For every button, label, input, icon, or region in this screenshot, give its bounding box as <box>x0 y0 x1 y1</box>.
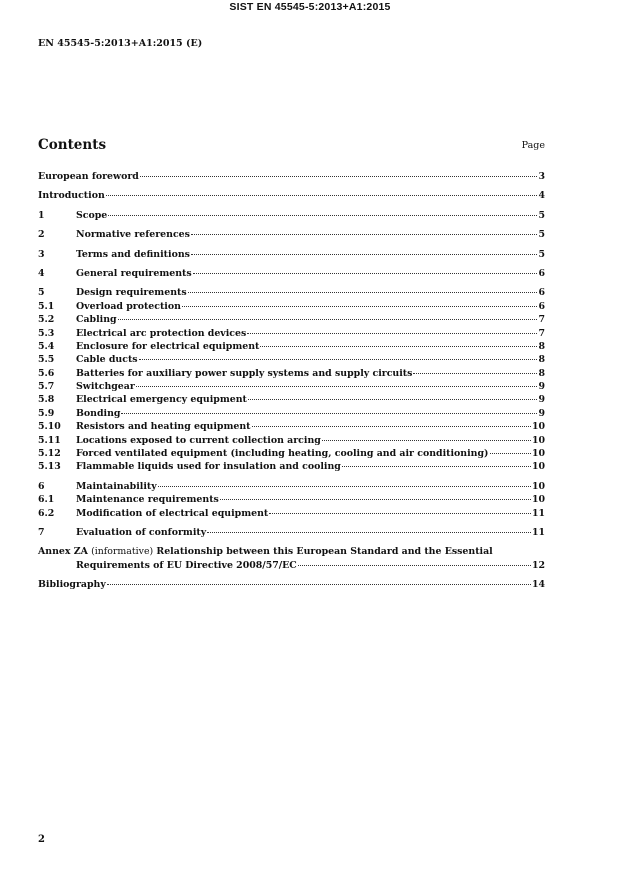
toc-entry-annex[interactable] <box>38 545 545 572</box>
toc-entry-page: 10 <box>531 434 545 446</box>
annex-page: 12 <box>531 559 545 571</box>
toc-entry-page: 10 <box>531 448 545 460</box>
toc-entry-title: Switchgear <box>76 381 135 393</box>
toc-entries <box>38 170 545 539</box>
toc-entry[interactable] <box>38 447 545 460</box>
toc-entry[interactable] <box>38 313 545 326</box>
toc-entry[interactable] <box>38 170 545 183</box>
toc-entry-page: 10 <box>531 421 545 433</box>
toc-entry-page: 6 <box>538 300 545 312</box>
toc-entry-number: 5.13 <box>38 461 61 473</box>
leader-dots <box>248 399 538 400</box>
leader-dots <box>191 234 538 235</box>
toc-entry[interactable] <box>38 267 545 280</box>
toc-entry-number: 5.9 <box>38 407 55 419</box>
toc-entry-page: 7 <box>538 314 545 326</box>
toc-entry[interactable] <box>38 420 545 433</box>
toc-entry-title: Electrical emergency equipment <box>76 394 247 406</box>
toc-entry-page: 10 <box>531 461 545 473</box>
watermark: SIST EN 45545-5:2013+A1:2015 <box>229 1 391 13</box>
toc-entry-title: Scope <box>76 209 108 221</box>
page-column-label: Page <box>521 140 545 151</box>
toc-entry-page: 9 <box>538 394 545 406</box>
leader-dots <box>342 466 531 467</box>
toc-entry-number: 5.2 <box>38 314 55 326</box>
leader-dots <box>106 195 538 196</box>
toc-entry-bibliography[interactable] <box>38 578 545 591</box>
toc-entry-title: Evaluation of conformity <box>76 526 207 538</box>
leader-dots <box>182 306 538 307</box>
toc-entry-number: 5.1 <box>38 300 55 312</box>
page-number: 2 <box>38 834 45 845</box>
toc-entry-title: Locations exposed to current collection arcing <box>76 434 321 446</box>
toc-entry[interactable] <box>38 248 545 261</box>
toc-entry-page: 6 <box>538 267 545 279</box>
toc-entry[interactable] <box>38 327 545 340</box>
toc-entry-page: 9 <box>538 407 545 419</box>
annex-label: Annex ZA <box>38 546 88 558</box>
toc-entry-page: 7 <box>538 327 545 339</box>
leader-dots <box>413 373 537 374</box>
leader-dots <box>140 176 538 177</box>
toc-entry-number: 4 <box>38 267 45 279</box>
toc-entry-title: Terms and definitions <box>76 248 190 260</box>
toc-entry[interactable] <box>38 460 545 473</box>
leader-dots <box>269 513 531 514</box>
toc-entry[interactable] <box>38 380 545 393</box>
toc-entry[interactable] <box>38 286 545 299</box>
toc-entry-number: 6 <box>38 480 45 492</box>
leader-dots <box>220 499 531 500</box>
toc-entry-title: Resistors and heating equipment <box>76 421 251 433</box>
leader-dots <box>121 413 537 414</box>
contents-title: Contents <box>38 137 107 153</box>
leader-dots <box>191 254 538 255</box>
annex-title-line2: Requirements of EU Directive 2008/57/EC <box>76 559 297 571</box>
toc-entry-number: 5.12 <box>38 448 61 460</box>
toc-entry-title: Bonding <box>76 407 121 419</box>
document-id: EN 45545-5:2013+A1:2015 (E) <box>38 38 203 49</box>
annex-informative: (informative) <box>91 546 154 558</box>
toc-entry-page: 11 <box>531 507 545 519</box>
toc-entry[interactable] <box>38 189 545 202</box>
toc-entry-page: 5 <box>538 229 545 241</box>
leader-dots <box>298 565 531 566</box>
leader-dots <box>207 532 531 533</box>
toc-entry-number: 3 <box>38 248 45 260</box>
leader-dots <box>118 319 538 320</box>
toc-entry-title: Enclosure for electrical equipment <box>76 340 260 352</box>
toc-entry-title: Cable ducts <box>76 354 138 366</box>
toc-entry-title: Overload protection <box>76 300 181 312</box>
toc-entry-page: 3 <box>538 171 545 182</box>
toc-entry-page: 6 <box>538 287 545 299</box>
toc-entry-number: 5.6 <box>38 367 55 379</box>
toc-entry[interactable] <box>38 353 545 366</box>
toc-entry-page: 8 <box>538 367 545 379</box>
toc-entry-title: Introduction <box>38 190 105 202</box>
toc-entry-number: 2 <box>38 229 45 241</box>
toc-entry-title: Design requirements <box>76 287 187 299</box>
leader-dots <box>108 215 537 216</box>
toc-entry-page: 5 <box>538 209 545 221</box>
leader-dots <box>188 292 538 293</box>
toc-entry-number: 5.10 <box>38 421 61 433</box>
toc-entry-title: Electrical arc protection devices <box>76 327 247 339</box>
toc-entry-page: 9 <box>538 381 545 393</box>
toc-entry-title: Forced ventilated equipment (including heating, cooling and air conditioning) <box>76 448 489 460</box>
toc-entry-number: 5.4 <box>38 340 55 352</box>
leader-dots <box>260 346 537 347</box>
leader-dots <box>490 453 531 454</box>
toc-entry-title: Modification of electrical equipment <box>76 507 269 519</box>
bibliography-page: 14 <box>531 579 545 591</box>
toc-entry[interactable] <box>38 407 545 420</box>
toc-entry[interactable] <box>38 526 545 539</box>
toc-entry-page: 10 <box>531 480 545 492</box>
toc-entry-title: Flammable liquids used for insulation and cooling <box>76 461 341 473</box>
toc-entry-number: 5.5 <box>38 354 55 366</box>
toc-entry[interactable] <box>38 393 545 406</box>
toc-entry-number: 6.2 <box>38 507 55 519</box>
toc-entry[interactable] <box>38 480 545 493</box>
toc-entry[interactable] <box>38 300 545 313</box>
toc-entry[interactable] <box>38 340 545 353</box>
toc-entry-number: 5.7 <box>38 381 55 393</box>
toc-entry[interactable] <box>38 507 545 520</box>
toc-entry-title: Cabling <box>76 314 117 326</box>
toc-entry-title: General requirements <box>76 267 192 279</box>
toc-entry-title: European foreword <box>38 171 139 182</box>
toc-entry-number: 5.11 <box>38 434 61 446</box>
leader-dots <box>247 333 537 334</box>
toc-entry-page: 8 <box>538 340 545 352</box>
toc-entry-page: 8 <box>538 354 545 366</box>
toc-entry-number: 7 <box>38 526 45 538</box>
toc-entry-number: 5.8 <box>38 394 55 406</box>
bibliography-title: Bibliography <box>38 579 106 591</box>
toc-entry[interactable] <box>38 228 545 241</box>
toc-entry-page: 5 <box>538 248 545 260</box>
annex-title-line1: Relationship between this European Standard and the Essential <box>156 546 493 558</box>
toc-entry-title: Batteries for auxiliary power supply systems and supply circuits <box>76 367 413 379</box>
toc-entry-number: 5.3 <box>38 327 55 339</box>
toc-entry-title: Normative references <box>76 229 190 241</box>
toc-entry-number: 6.1 <box>38 494 55 506</box>
leader-dots <box>322 440 531 441</box>
toc-entry-title: Maintainability <box>76 480 157 492</box>
leader-dots <box>136 386 538 387</box>
leader-dots <box>158 486 531 487</box>
toc-entry-page: 11 <box>531 526 545 538</box>
toc-entry[interactable] <box>38 367 545 380</box>
toc-entry[interactable] <box>38 209 545 222</box>
leader-dots <box>139 359 538 360</box>
leader-dots <box>107 584 531 585</box>
toc-entry[interactable] <box>38 434 545 447</box>
toc-entry-number: 1 <box>38 209 45 221</box>
toc-entry-page: 4 <box>538 190 545 202</box>
toc-entry-title: Maintenance requirements <box>76 494 219 506</box>
toc-entry-page: 10 <box>531 494 545 506</box>
toc-entry-number: 5 <box>38 287 45 299</box>
leader-dots <box>193 273 538 274</box>
table-of-contents <box>38 170 545 592</box>
toc-entry[interactable] <box>38 493 545 506</box>
leader-dots <box>252 426 531 427</box>
